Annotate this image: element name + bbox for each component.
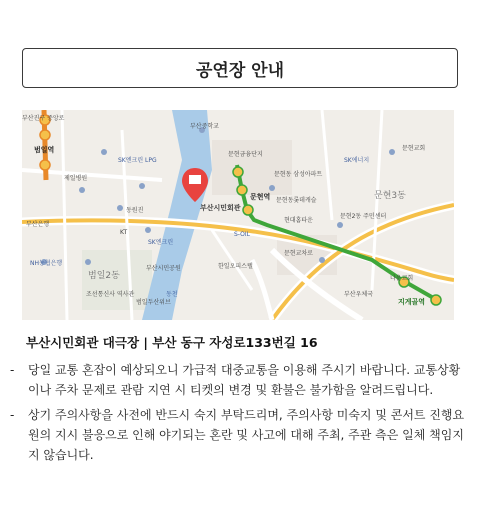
label-soil: S-OIL: [234, 231, 250, 238]
map-canvas: [22, 110, 454, 320]
label-munhyeon-sagori: 문현교차로: [284, 250, 313, 257]
area-beomil2dong: 범일2동: [88, 271, 120, 281]
label-joseon: 조선통신사 역사관: [86, 291, 135, 298]
label-mun-hill: 문현동롯데캐슬: [276, 197, 317, 204]
label-sk-lpg: SK엔크린 LPG: [118, 157, 157, 164]
label-mun-apt: 문현동 삼성아파트: [274, 171, 323, 178]
notice-list: [10, 360, 470, 470]
notice-bullet: -: [10, 408, 15, 422]
label-donghwa: 동원진: [126, 207, 144, 214]
notice-item: [10, 360, 470, 400]
label-nalesa: 나운교회: [390, 275, 414, 282]
label-mun-church: 문현교회: [402, 145, 426, 152]
label-cheil: 제일병원: [64, 175, 88, 182]
label-school: 부산중학교: [190, 123, 219, 130]
station-jigegol: 지게골역: [398, 298, 426, 306]
area-munhyeon3dong: 문현3동: [374, 191, 406, 201]
label-sk2: SK엔크린: [148, 239, 174, 246]
label-hyeon2: 문현2동 주민센터: [340, 213, 387, 220]
label-kt: KT: [120, 229, 128, 236]
page-title: 공연장 안내: [22, 48, 458, 88]
label-market: 부산시민공원: [146, 265, 181, 272]
notice-item: [10, 405, 470, 465]
label-busan-eunhaeng: 부산은행: [26, 221, 50, 228]
label-beomil-doosan: 범일두산위브: [136, 299, 171, 306]
venue-map-label: 부산시민회관: [200, 204, 241, 212]
label-bifc: 문현금융단지: [228, 151, 263, 158]
venue-address: 부산시민회관 대극장 | 부산 동구 자성로133번길 16: [26, 335, 318, 350]
label-dongcheon: 동천: [166, 291, 178, 298]
station-beomil: 범일역: [34, 146, 55, 154]
notice-text: 당일 교통 혼잡이 예상되오니 가급적 대중교통을 이용해 주시기 바랍니다. 교통상황이나 주차 문제로 관람 지연 시 티켓의 변경 및 환불은 불가함을 알려드립니다.: [28, 363, 461, 397]
label-hyundai: 현대홈타운: [284, 217, 313, 224]
notice-bullet: -: [10, 363, 15, 377]
label-hanil: 한일오피스텔: [218, 263, 253, 270]
label-busan-pt: 부산우체국: [344, 291, 373, 298]
label-cc: SK에너지: [344, 157, 370, 164]
station-munhyeon: 문현역: [250, 193, 271, 201]
label-jooong: 부산진구 중앙로: [22, 115, 65, 122]
notice-text: 상기 주의사항을 사전에 반드시 숙지 부탁드리며, 주의사항 미숙지 및 콘서트 진행요원의 지시 불응으로 인해 야기되는 혼란 및 사고에 대해 주최, 주관 측은 일체 책임지지 않습니다.: [28, 408, 465, 462]
label-nh: NH농협은행: [30, 260, 63, 267]
location-map[interactable]: [22, 110, 454, 320]
